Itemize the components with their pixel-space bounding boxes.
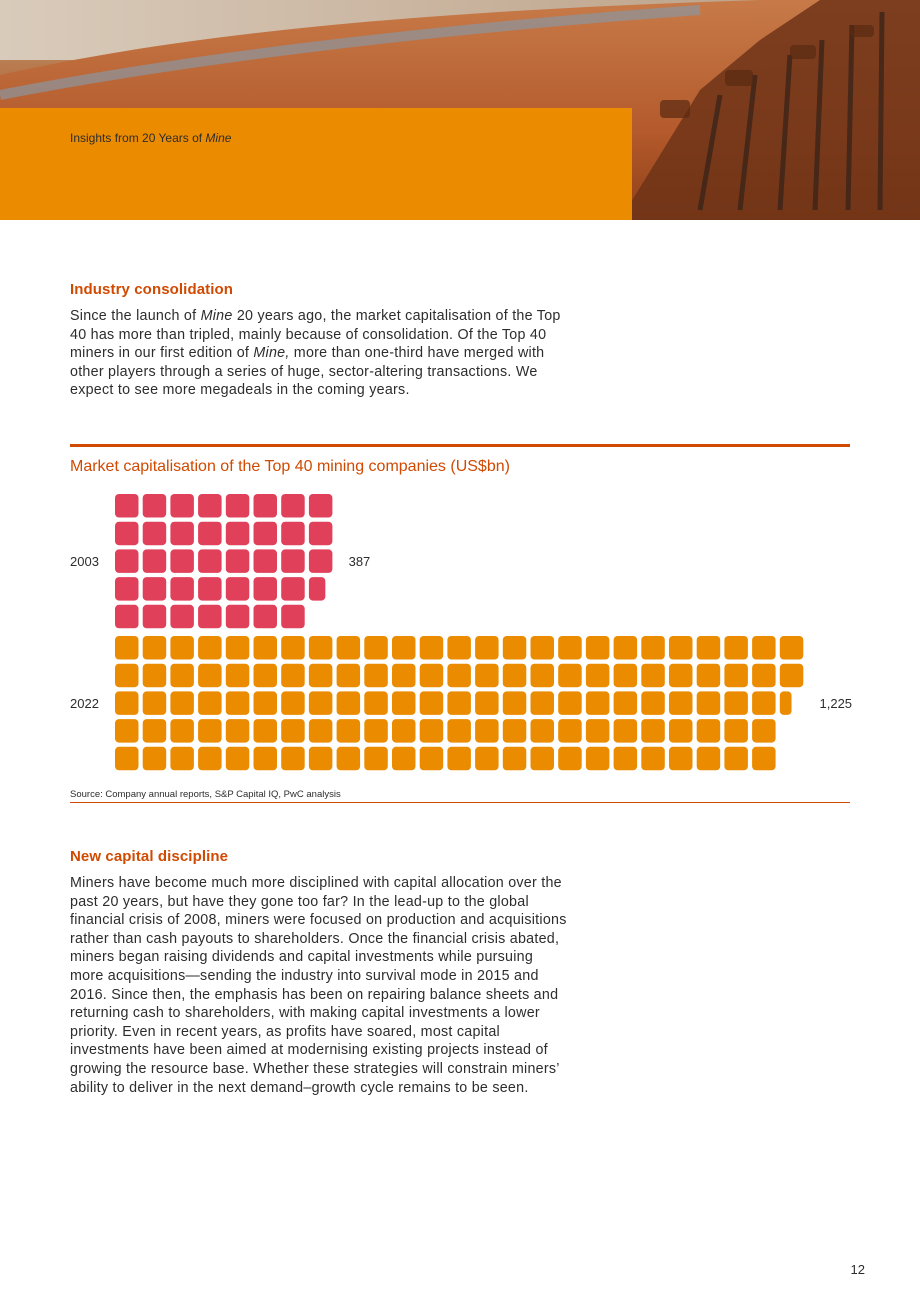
waffle-square-2003 [254, 605, 278, 629]
waffle-square-2003 [143, 522, 167, 546]
category-label-2022: 2022 [70, 696, 99, 712]
waffle-square-2022 [392, 636, 416, 660]
waffle-square-2022 [115, 747, 139, 771]
waffle-square-2003 [226, 549, 250, 573]
waffle-square-2022 [641, 691, 665, 715]
waffle-square-2003 [254, 577, 278, 601]
waffle-square-2022 [392, 691, 416, 715]
waffle-square-2022 [724, 691, 748, 715]
waffle-square-2022 [281, 747, 305, 771]
waffle-square-2003 [143, 577, 167, 601]
waffle-square-2022 [447, 636, 471, 660]
waffle-square-2022 [364, 747, 388, 771]
waffle-square-2022 [115, 636, 139, 660]
value-label-2003: 387 [348, 554, 371, 570]
waffle-square-2022 [309, 747, 333, 771]
waffle-square-2022 [392, 747, 416, 771]
waffle-square-2003 [226, 577, 250, 601]
waffle-square-2022 [447, 719, 471, 743]
waffle-square-2022 [475, 747, 499, 771]
waffle-square-2022 [558, 691, 582, 715]
waffle-square-partial-2022 [780, 691, 792, 715]
waffle-square-2022 [752, 747, 776, 771]
waffle-square-2022 [614, 664, 638, 688]
waffle-square-2022 [724, 636, 748, 660]
waffle-square-2022 [337, 664, 361, 688]
waffle-square-2022 [392, 664, 416, 688]
waffle-square-2022 [254, 747, 278, 771]
waffle-square-2022 [558, 719, 582, 743]
waffle-square-2022 [586, 664, 610, 688]
waffle-square-2022 [281, 691, 305, 715]
waffle-square-2003 [281, 494, 305, 518]
waffle-square-2022 [115, 719, 139, 743]
waffle-square-2022 [641, 747, 665, 771]
capital-discipline-paragraph: Miners have become much more disciplined with capital allocation over the past 20 years, but have they gone too far? In the lead-up to the global financial crisis of 2008, miners were focused on production and acquisitions rather than cash payouts to shareholders. Once the financial crisis abated, miners began raising dividends and capital investments while pursuing more acquisitions—sending the industry into survival mode in 2015 and 2016. Since then, the emphasis has been on repairing balance sheets and returning cash to shareholders, with making capital investments a lower priority. Even in recent years, as profits have soared, most capital investments have been aimed at modernising existing projects instead of growing the resource base. Whether these strategies will constrain miners’ ability to deliver in the next demand–growth cycle remains to be seen. [70, 875, 567, 1096]
waffle-square-2022 [475, 719, 499, 743]
waffle-square-2022 [503, 719, 527, 743]
waffle-square-2022 [503, 664, 527, 688]
header-label: Insights from 20 Years of Mine [70, 131, 232, 145]
waffle-square-2022 [198, 747, 222, 771]
waffle-square-2003 [143, 494, 167, 518]
waffle-square-2022 [641, 664, 665, 688]
waffle-square-2003 [226, 522, 250, 546]
waffle-square-2022 [752, 691, 776, 715]
waffle-square-2022 [143, 747, 167, 771]
waffle-square-2022 [364, 636, 388, 660]
waffle-square-2022 [614, 691, 638, 715]
waffle-square-2022 [309, 664, 333, 688]
waffle-square-2022 [281, 719, 305, 743]
waffle-square-2022 [558, 636, 582, 660]
waffle-square-2003 [281, 522, 305, 546]
waffle-square-2022 [170, 636, 194, 660]
chart-bottom-rule [70, 802, 850, 803]
chart-title: Market capitalisation of the Top 40 mining companies (US$bn) [70, 458, 510, 475]
waffle-square-2022 [669, 664, 693, 688]
waffle-square-2022 [780, 636, 804, 660]
waffle-square-2022 [614, 747, 638, 771]
waffle-square-2022 [170, 691, 194, 715]
waffle-square-2022 [724, 747, 748, 771]
waffle-square-2022 [337, 747, 361, 771]
waffle-square-2022 [447, 664, 471, 688]
header-band [0, 108, 632, 220]
waffle-square-2022 [752, 664, 776, 688]
waffle-square-2003 [170, 605, 194, 629]
waffle-square-2022 [226, 691, 250, 715]
waffle-square-2022 [475, 636, 499, 660]
waffle-square-2022 [143, 636, 167, 660]
waffle-square-2022 [226, 636, 250, 660]
waffle-square-partial-2003 [309, 577, 325, 601]
waffle-square-2003 [198, 494, 222, 518]
waffle-square-2022 [254, 691, 278, 715]
waffle-square-2003 [254, 549, 278, 573]
waffle-square-2022 [226, 719, 250, 743]
chart-top-rule [70, 444, 850, 447]
waffle-square-2022 [447, 691, 471, 715]
waffle-square-2022 [475, 691, 499, 715]
waffle-square-2003 [226, 494, 250, 518]
waffle-square-2022 [669, 719, 693, 743]
waffle-square-2022 [170, 719, 194, 743]
waffle-square-2022 [641, 636, 665, 660]
waffle-square-2022 [143, 719, 167, 743]
waffle-square-2022 [531, 747, 555, 771]
waffle-square-2022 [558, 664, 582, 688]
waffle-square-2003 [115, 494, 139, 518]
waffle-square-2022 [669, 747, 693, 771]
waffle-square-2022 [254, 664, 278, 688]
waffle-square-2003 [281, 577, 305, 601]
waffle-square-2022 [420, 691, 444, 715]
waffle-square-2022 [586, 747, 610, 771]
waffle-square-2022 [724, 719, 748, 743]
waffle-square-2022 [503, 636, 527, 660]
value-label-2022: 1,225 [819, 696, 853, 712]
waffle-square-2003 [115, 549, 139, 573]
waffle-square-2022 [115, 664, 139, 688]
waffle-square-2003 [198, 605, 222, 629]
waffle-square-2022 [198, 636, 222, 660]
waffle-square-2022 [198, 664, 222, 688]
waffle-square-2022 [531, 719, 555, 743]
waffle-square-2022 [170, 664, 194, 688]
waffle-square-2022 [586, 636, 610, 660]
waffle-square-2003 [170, 522, 194, 546]
waffle-square-2022 [337, 719, 361, 743]
waffle-square-2003 [198, 549, 222, 573]
waffle-square-2022 [309, 636, 333, 660]
waffle-square-2022 [697, 636, 721, 660]
waffle-square-2003 [309, 522, 333, 546]
category-label-2003: 2003 [70, 554, 99, 570]
waffle-square-2022 [309, 719, 333, 743]
waffle-square-2022 [724, 664, 748, 688]
waffle-square-2022 [780, 664, 804, 688]
section-heading-consolidation: Industry consolidation [70, 281, 234, 298]
waffle-square-2003 [254, 522, 278, 546]
waffle-square-2022 [503, 747, 527, 771]
waffle-square-2022 [531, 691, 555, 715]
waffle-square-2022 [614, 636, 638, 660]
waffle-square-2003 [170, 549, 194, 573]
waffle-square-2022 [198, 691, 222, 715]
waffle-square-2022 [364, 664, 388, 688]
waffle-square-2022 [531, 664, 555, 688]
waffle-square-2022 [558, 747, 582, 771]
consolidation-paragraph: Since the launch of Mine 20 years ago, the market capitalisation of the Top 40 has more than tripled, mainly because of consolidation. Of the Top 40 miners in our first edition of Mine, more than one-third have merged with other players through a series of huge, sector-altering transactions. We expect to see more megadeals in the coming years. [70, 308, 561, 399]
waffle-square-2022 [143, 664, 167, 688]
waffle-square-2003 [143, 605, 167, 629]
chart-source: Source: Company annual reports, S&P Capital IQ, PwC analysis [70, 789, 341, 800]
waffle-square-2003 [115, 605, 139, 629]
waffle-square-2022 [586, 719, 610, 743]
waffle-square-2003 [170, 577, 194, 601]
waffle-square-2022 [364, 719, 388, 743]
waffle-square-2003 [309, 549, 333, 573]
waffle-square-2003 [309, 494, 333, 518]
waffle-square-2022 [531, 636, 555, 660]
page-number: 12 [850, 1262, 865, 1277]
waffle-square-2003 [254, 494, 278, 518]
waffle-square-2022 [420, 664, 444, 688]
waffle-square-2003 [115, 522, 139, 546]
waffle-square-2022 [309, 691, 333, 715]
waffle-square-2022 [669, 691, 693, 715]
waffle-square-2003 [281, 549, 305, 573]
waffle-square-2022 [337, 636, 361, 660]
waffle-square-2022 [420, 747, 444, 771]
waffle-square-2022 [115, 691, 139, 715]
waffle-square-2022 [697, 691, 721, 715]
waffle-square-2022 [669, 636, 693, 660]
waffle-square-2022 [475, 664, 499, 688]
waffle-square-2022 [254, 636, 278, 660]
waffle-square-2003 [143, 549, 167, 573]
waffle-square-2022 [697, 664, 721, 688]
waffle-square-2022 [503, 691, 527, 715]
waffle-square-2003 [198, 577, 222, 601]
waffle-square-2022 [198, 719, 222, 743]
waffle-square-2003 [198, 522, 222, 546]
waffle-chart [0, 480, 920, 780]
waffle-square-2022 [447, 747, 471, 771]
waffle-square-2003 [115, 577, 139, 601]
waffle-square-2022 [420, 636, 444, 660]
waffle-square-2022 [420, 719, 444, 743]
waffle-square-2022 [364, 691, 388, 715]
waffle-square-2022 [226, 664, 250, 688]
waffle-square-2022 [170, 747, 194, 771]
waffle-square-2022 [752, 719, 776, 743]
waffle-square-2022 [226, 747, 250, 771]
waffle-square-2003 [226, 605, 250, 629]
waffle-square-2022 [641, 719, 665, 743]
waffle-square-2003 [170, 494, 194, 518]
waffle-square-2022 [143, 691, 167, 715]
waffle-square-2003 [281, 605, 305, 629]
waffle-square-2022 [586, 691, 610, 715]
waffle-square-2022 [392, 719, 416, 743]
waffle-square-2022 [281, 636, 305, 660]
waffle-square-2022 [254, 719, 278, 743]
section-heading-capital-discipline: New capital discipline [70, 848, 229, 865]
waffle-square-2022 [337, 691, 361, 715]
waffle-square-2022 [614, 719, 638, 743]
waffle-square-2022 [281, 664, 305, 688]
waffle-square-2022 [752, 636, 776, 660]
waffle-square-2022 [697, 747, 721, 771]
waffle-square-2022 [697, 719, 721, 743]
header-photo [0, 0, 920, 220]
